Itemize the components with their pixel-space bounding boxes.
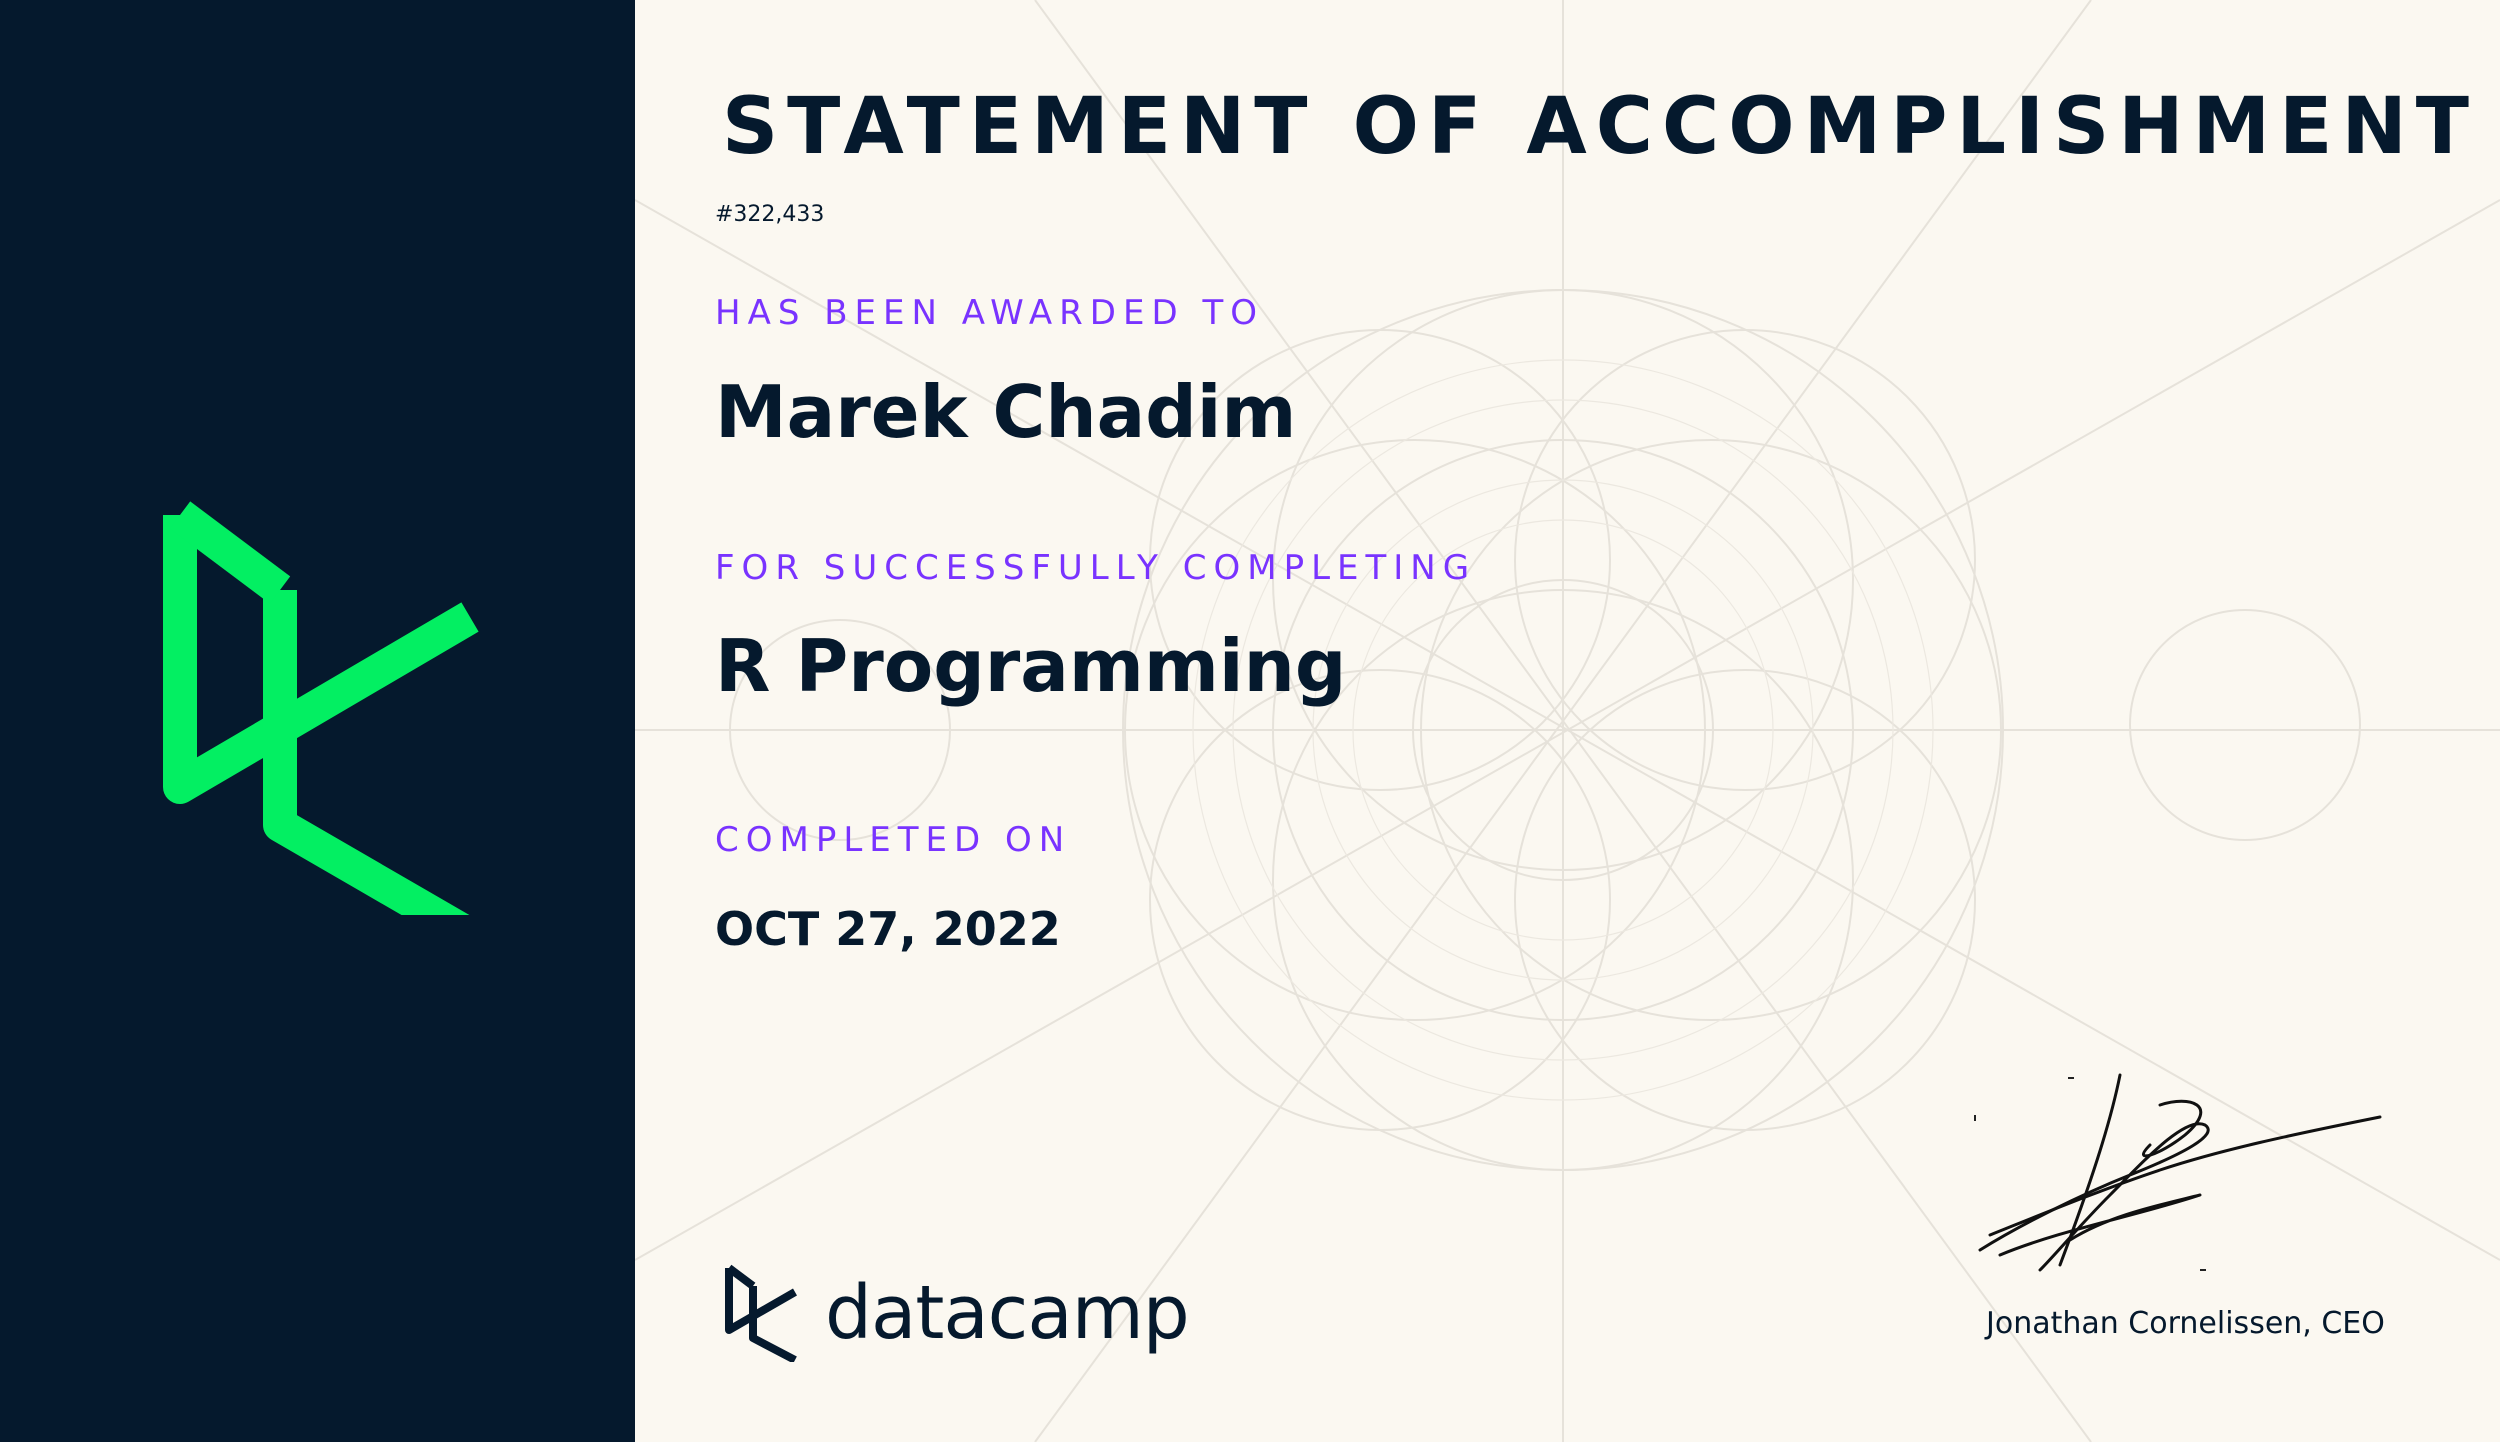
course-name: R Programming bbox=[715, 624, 1347, 708]
left-brand-panel bbox=[0, 0, 635, 1442]
certificate-title: STATEMENT OF ACCOMPLISHMENT bbox=[722, 82, 2478, 172]
recipient-name: Marek Chadim bbox=[715, 370, 1297, 454]
awarded-label: HAS BEEN AWARDED TO bbox=[715, 293, 1264, 333]
signer-name: Jonathan Cornelissen, CEO bbox=[1986, 1306, 2385, 1341]
certificate-number: #322,433 bbox=[715, 202, 825, 227]
datacamp-logo-icon bbox=[160, 495, 480, 915]
ceo-signature bbox=[1960, 1065, 2390, 1295]
datacamp-brand bbox=[723, 1262, 1243, 1372]
completed-label: COMPLETED ON bbox=[715, 820, 1072, 860]
completing-label: FOR SUCCESSFULLY COMPLETING bbox=[715, 548, 1477, 588]
brand-name: datacamp bbox=[825, 1270, 1189, 1356]
completion-date: OCT 27, 2022 bbox=[715, 902, 1061, 956]
datacamp-small-logo-icon bbox=[723, 1262, 803, 1362]
